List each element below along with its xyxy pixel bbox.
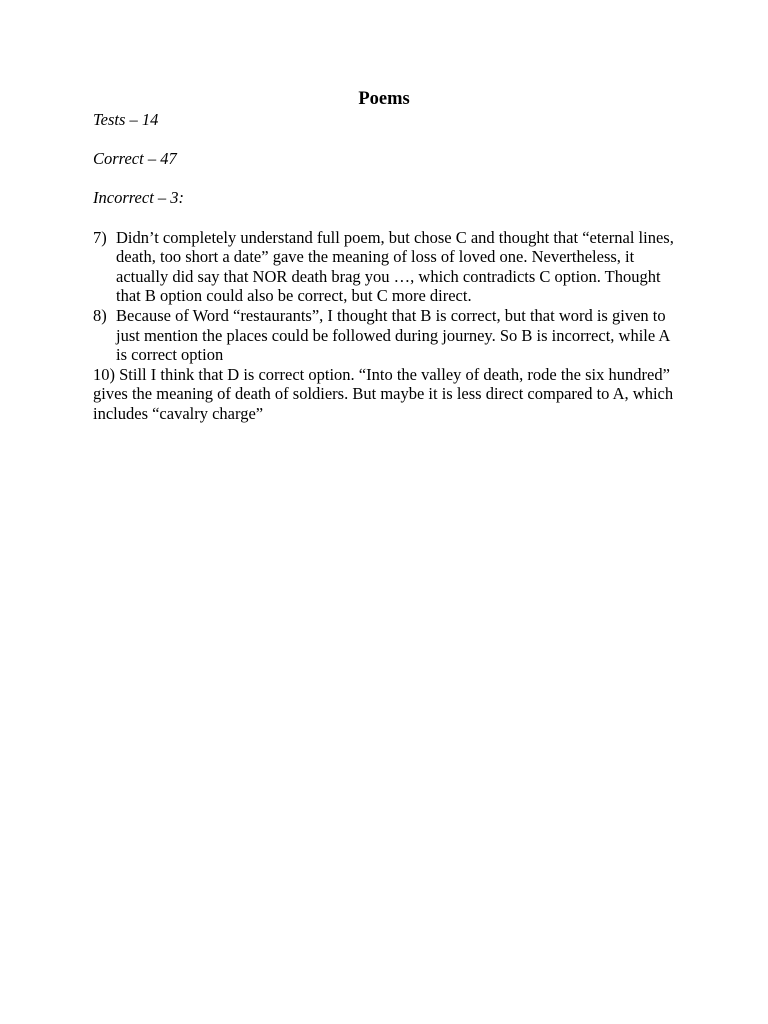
note-item-10: 10) Still I think that D is correct option. “Into the valley of death, rode the six hundred” gives the meaning of death of soldiers. But maybe it is less direct compared to A, which includes “cavalry charge” bbox=[93, 364, 674, 423]
note-text: Because of Word “restaurants”, I thought that B is correct, but that word is given to just mention the places could be followed during journey. So B is incorrect, while A is correct option bbox=[116, 305, 670, 365]
notes-list bbox=[93, 228, 683, 365]
tests-count: Tests – 14 bbox=[93, 110, 159, 129]
note-item-8 bbox=[93, 306, 683, 365]
note-text: Didn’t completely understand full poem, but chose C and thought that “eternal lines, death, too short a date” gave the meaning of loss of loved one. Nevertheless, it actually did say that NOR death brag you …, which contradicts C option. Thought that B option could also be correct, but C more direct. bbox=[116, 227, 674, 306]
document-title: Poems bbox=[358, 89, 410, 109]
note-number: 7) bbox=[93, 227, 107, 247]
note-number: 8) bbox=[93, 305, 107, 325]
correct-count: Correct – 47 bbox=[93, 149, 177, 169]
stats-block bbox=[93, 110, 683, 208]
incorrect-count: Incorrect – 3: bbox=[93, 188, 185, 208]
note-item-7 bbox=[93, 228, 683, 306]
document-page bbox=[93, 88, 683, 424]
